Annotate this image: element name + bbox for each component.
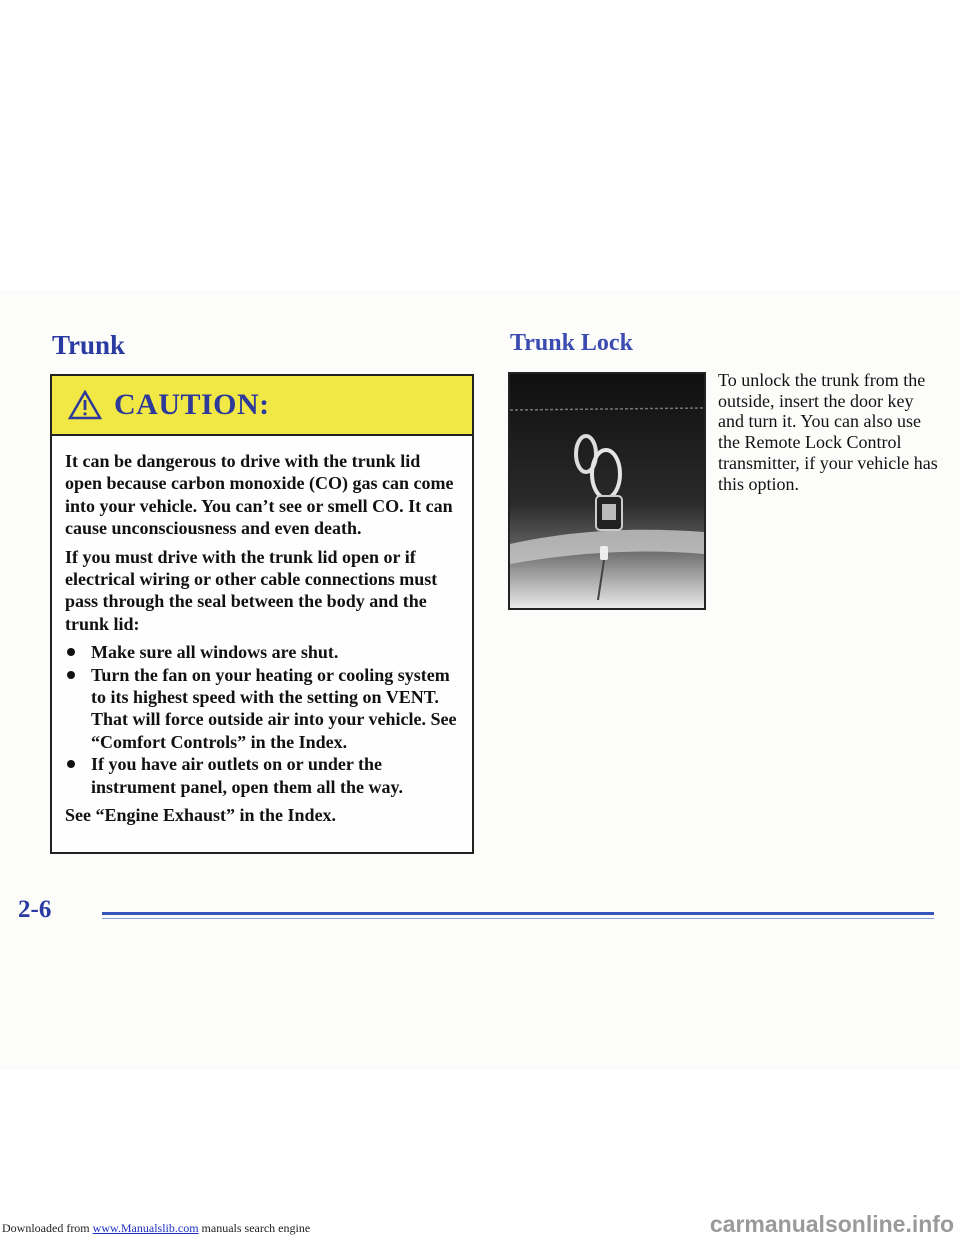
bullet-item: If you have air outlets on or under the instrument panel, open them all the way.: [65, 753, 460, 798]
caution-label: CAUTION:: [114, 388, 270, 421]
page-rule: [102, 912, 934, 915]
download-credit: [2, 1221, 310, 1236]
trunk-lock-description: To unlock the trunk from the outside, insert the door key and turn it. You can also use the Remote Lock Control transmitter, if your vehicle has this option.: [718, 370, 938, 494]
download-credit-prefix: Downloaded from: [2, 1221, 93, 1235]
top-margin: [0, 0, 960, 290]
caution-closing: See “Engine Exhaust” in the Index.: [65, 805, 337, 826]
warning-triangle-icon: [68, 390, 102, 420]
section-title-trunk: Trunk: [52, 330, 126, 360]
page-rule-thin: [102, 918, 934, 919]
caution-header: [52, 376, 472, 436]
bullet-item: Make sure all windows are shut.: [65, 641, 460, 663]
caution-paragraph: If you must drive with the trunk lid open or if electrical wiring or other cable connections must pass through the seal between the body and the trunk lid:: [65, 546, 438, 634]
download-credit-suffix: manuals search engine: [198, 1221, 311, 1235]
caution-bullet-list: [65, 641, 460, 798]
manualslib-link[interactable]: www.Manualslib.com: [92, 1221, 199, 1235]
key-in-lock-illustration: [510, 374, 704, 608]
watermark: carmanualsonline.info: [709, 1211, 954, 1237]
trunk-lock-photo: [508, 372, 706, 610]
bullet-item: Turn the fan on your heating or cooling system to its highest speed with the setting on VENT. That will force outside air into your vehicle. See “Comfort Controls” in the Index.: [65, 664, 460, 754]
caution-paragraph: It can be dangerous to drive with the trunk lid open because carbon monoxide (CO) gas can come into your vehicle. You can’t see or smell CO. It can cause unconsciousness and even death.: [65, 451, 454, 539]
caution-box: [50, 374, 474, 854]
section-title-trunk-lock: Trunk Lock: [510, 330, 633, 356]
page-number: 2-6: [18, 896, 52, 923]
caution-body: [52, 436, 472, 827]
